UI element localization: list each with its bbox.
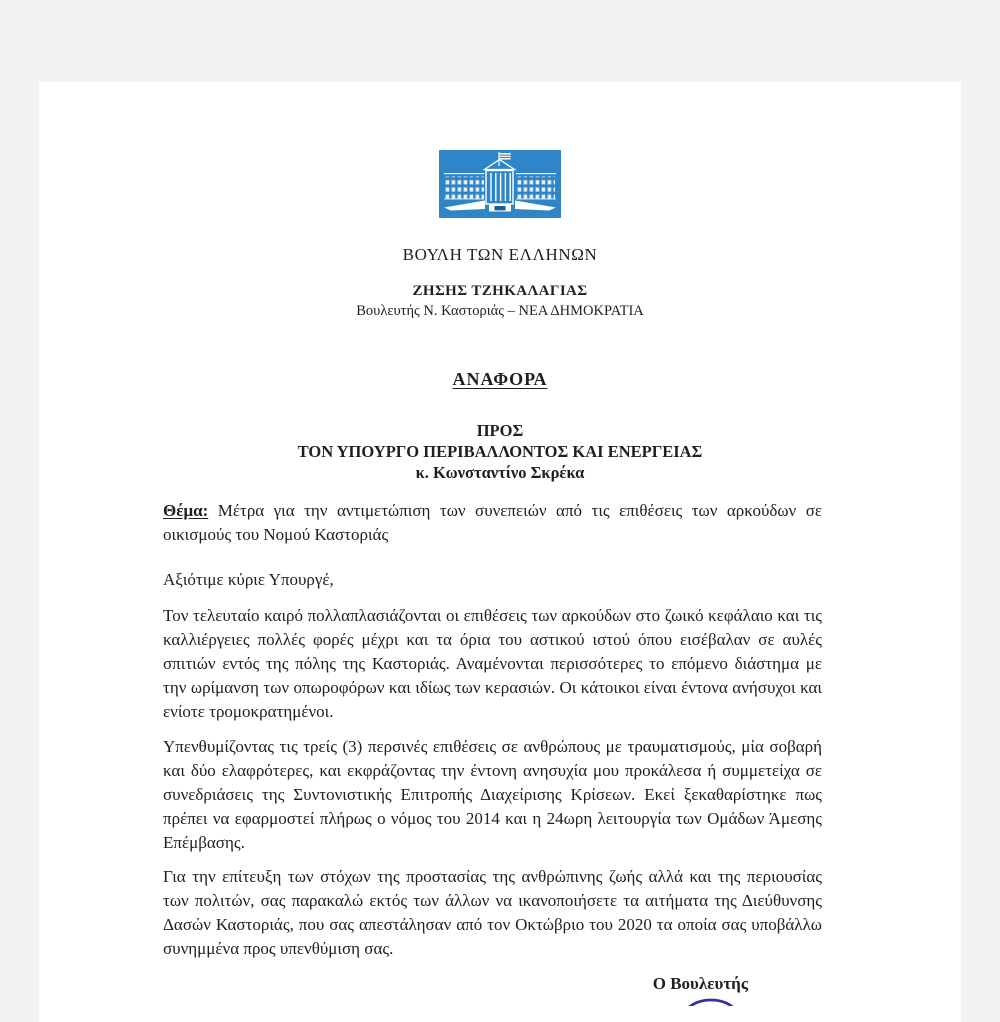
signoff: Ο Βουλευτής bbox=[652, 974, 748, 993]
mp-subtitle: Βουλευτής Ν. Καστοριάς – ΝΕΑ ΔΗΜΟΚΡΑΤΙΑ bbox=[356, 303, 644, 319]
recipient-block bbox=[39, 420, 961, 483]
document-page bbox=[39, 82, 961, 1022]
recipient-to-label: ΠΡΟΣ bbox=[476, 421, 524, 440]
recipient-line1: ΤΟΝ ΥΠΟΥΡΓΟ ΠΕΡΙΒΑΛΛΟΝΤΟΣ ΚΑΙ ΕΝΕΡΓΕΙΑΣ bbox=[297, 442, 703, 461]
subject-text: Μέτρα για την αντιμετώπιση των συνεπειών από τις επιθέσεις των αρκούδων σε οικισμούς του Νομού Καστοριάς bbox=[163, 501, 822, 544]
mp-name: ΖΗΣΗΣ ΤΖΗΚΑΛΑΓΙΑΣ bbox=[412, 283, 588, 299]
parliament-building-icon bbox=[439, 150, 561, 218]
parliament-title: ΒΟΥΛΗ ΤΩΝ ΕΛΛΗΝΩΝ bbox=[402, 245, 598, 264]
recipient-line2: κ. Κωνσταντίνο Σκρέκα bbox=[415, 463, 585, 482]
body-paragraph: Υπενθυμίζοντας τις τρείς (3) περσινές επιθέσεις σε ανθρώπους με τραυματισμούς, μία σοβαρή και δύο ελαφρότερες, και εκφράζοντας την έντονη ανησυχία μου προκάλεσα ή συμμετείχα σε συνεδριάσεις της Συντονιστικής Επιτροπής Διαχείρισης Κρίσεων. Εκεί ξεκαθαρίστηκε πως πρέπει να εφαρμοστεί πλήρως ο νόμος του 2014 και η 24ωρη λειτουργία των Ομάδων Άμεσης Επέμβασης. bbox=[163, 737, 822, 852]
body-paragraph: Για την επίτευξη των στόχων της προστασίας της ανθρώπινης ζωής αλλά και της περιουσίας των πολιτών, σας παρακαλώ εκτός των άλλων να ικανοποιήσετε τα αιτήματα της Διεύθυνσης Δασών Καστοριάς, που σας απεστάλησαν από τον Οκτώβριο του 2020 τα οποία σας υποβάλλω συνημμένα προς υπενθύμιση σας. bbox=[163, 867, 822, 958]
subject-line bbox=[163, 499, 822, 547]
document-type-title: ΑΝΑΦΟΡΑ bbox=[452, 369, 548, 389]
subject-label: Θέμα: bbox=[163, 501, 209, 520]
salutation: Αξιότιμε κύριε Υπουργέ, bbox=[163, 570, 334, 589]
letter-body bbox=[163, 499, 822, 1006]
body-paragraph: Τον τελευταίο καιρό πολλαπλασιάζονται οι επιθέσεις των αρκούδων στο ζωικό κεφάλαιο και τις καλλιέργειες πολλές φορές μέχρι και τα όρια του αστικού ιστού όπου εισέβαλαν σε αυλές σπιτιών εντός της πόλης της Καστοριάς. Αναμένονται περισσότερες το επόμενο διάστημα με την ωρίμανση των οπωροφόρων και ιδίως των κερασιών. Οι κάτοικοι είναι έντονα ανήσυχοι και ενίοτε τρομοκρατημένοι. bbox=[163, 606, 822, 721]
